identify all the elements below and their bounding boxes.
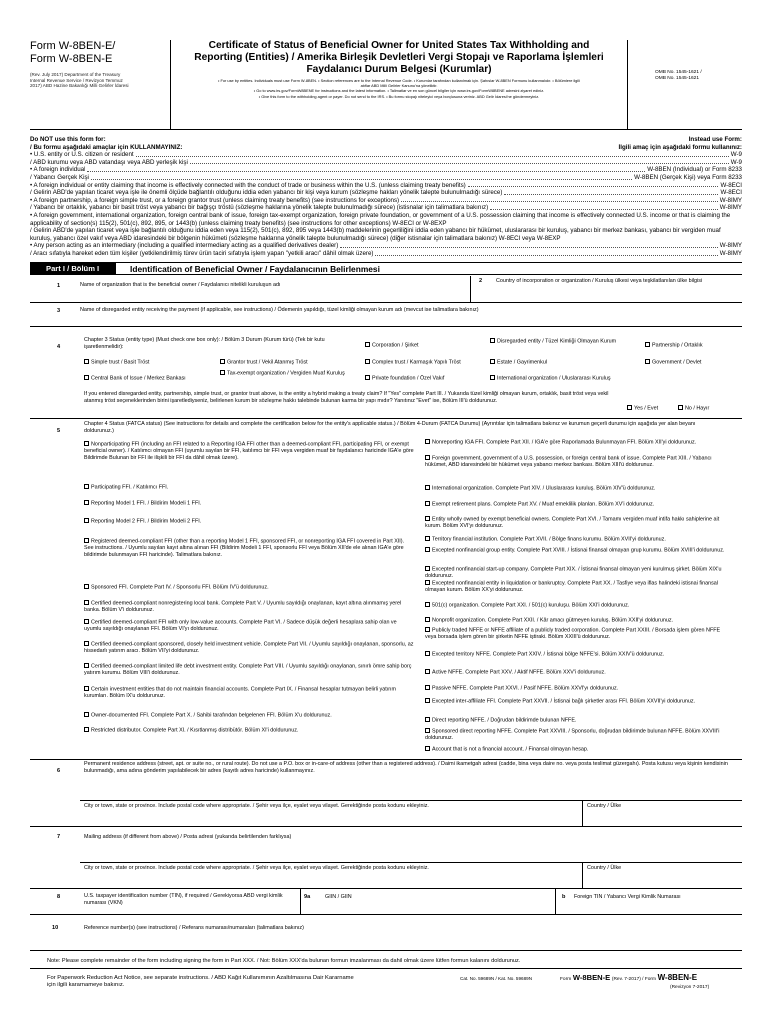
line-4-label: Chapter 3 Status (entity type) (Must check one box only): / Bölüm 3 Durum (Kurum türü) (Tek bir kutu işaretlenmelidir): (84, 337, 325, 350)
checkbox-icon[interactable] (425, 602, 430, 607)
line-3-label[interactable]: Name of disregarded entity receiving the payment (if applicable, see instructions) / Ödemenin yapıldığı, tüzel kimliği olmayan kurum adı (mevcut ise talimatlara bakınız) (80, 307, 479, 313)
footer-revision: (Revizyon 7-2017) (670, 985, 710, 990)
chapter4-right-option-label: Territory financial institution. Complete Part XVII. / Bölge finans kurumu. Bölüm XVII'yi doldurunuz. (432, 536, 666, 543)
checkbox-grantor-trust[interactable]: Grantor trust / Vekil Atanmış Tröst (220, 359, 308, 366)
do-not-use-heading: Do NOT use this form for: (30, 136, 106, 143)
line-2-number: 2 (479, 278, 483, 284)
checkbox-icon[interactable] (84, 441, 89, 446)
chapter4-left-option-6[interactable] (84, 584, 414, 591)
checkbox-icon[interactable] (84, 712, 89, 717)
form-name: Form W-8BEN-E/ (30, 40, 116, 52)
chapter4-left-option-label: Reporting Model 1 FFI. / Bildirim Modeli 1 FFI. (91, 500, 202, 507)
us-tin-field[interactable]: U.S. taxpayer identification number (TIN), if required / Gerekiyorsa ABD vergi kimlik numarası (VKN) (84, 893, 283, 906)
chapter4-right-option-4[interactable] (425, 501, 730, 508)
foreign-tin-field[interactable]: Foreign TIN / Yabancı Vergi Kimlik Numarası (574, 894, 681, 900)
form-name-alt: Form W-8BEN-E (30, 53, 113, 65)
checkbox-icon[interactable] (425, 746, 430, 751)
checkbox-icon[interactable] (84, 500, 89, 505)
chapter4-right-option-8[interactable] (425, 566, 730, 580)
header-notes: • For use by entities. Individuals must use Form W-8BEN. • Section references are to the Internal Revenue Code. • Kurumlar tarafından kullanılmak için. Şahıslar W-8BEN Formunu kullanmalıdır. • Bölümlere ilgili atıflar ABD Milli Gelirler Kanunu'na yöneliktir. • Go to www.irs.gov/FormW8BENE for instructions and the latest information. • Talimatlar ve en son güncel bilgiler için www.irs.gov/FormW8BENE adresini ziyaret ediniz. • Give this form to the withholding agent or payer. Do not send to the IRS. • Bu formu stopajı niteleyici veya borçlusuna veriniz. ABD Gelir İdaresi'ne göndermeyiniz. (218, 78, 580, 99)
reference-number-field[interactable]: Reference number(s) (see instructions) / Referans numarası/numaraları (talimatlara bakınız) (84, 925, 304, 931)
chapter4-right-option-9[interactable] (425, 580, 730, 594)
catalog-number: Cat. No. 59689N / Kat. No. 59689N (460, 976, 533, 981)
checkbox-icon[interactable] (425, 717, 430, 722)
chapter4-left-option-10[interactable] (84, 663, 414, 677)
checkbox-disregarded-entity[interactable]: Disregarded entity / Tüzel Kimliği Olmayan Kurum (490, 338, 620, 345)
chapter4-left-option-label: Certified deemed-compliant limited life debt investment entity. Complete Part VIII. / Uyumlu sayıldığı onaylanan, sınırlı ömre sahip borç yatırım kurumu. Bölüm VIII'i doldurunuz. (84, 663, 412, 677)
chapter4-left-option-label: Certain investment entities that do not maintain financial accounts. Complete Part IX. / Finansal hesaplar tutmayan belirli yatırım kurumları. Bölüm IX'u doldurunuz. (84, 686, 397, 700)
chapter4-right-option-label: Excepted territory NFFE. Complete Part XXIV. / İstisnai bölge NFFE'si. Bölüm XXIV'ü doldurunuz. (432, 651, 665, 658)
chapter4-left-option-label: Certified deemed-compliant sponsored, closely held investment vehicle. Complete Part VII. / Uyumlu sayıldığı onaylanan, sponsorlu, az hissedarlı yatırım aracı. Bölüm VII'yi doldurunuz. (84, 641, 414, 655)
checkbox-icon[interactable] (425, 439, 430, 444)
chapter4-right-option-19[interactable] (425, 746, 730, 753)
chapter4-left-option-3[interactable] (84, 500, 414, 507)
revision-info: (Rev. July 2017) Department of the Treasury Internal Revenue Service / Revizyon Temmuz 2017) ABD Hazine Bakanlığı Milli Gelirler İdaresi (30, 72, 129, 89)
hybrid-question: If you entered disregarded entity, partnership, simple trust, or grantor trust above, is the entity a hybrid making a treaty claim? If "Yes" complete Part III. / Yukarıda tüzel kimliği olmayan kurum, ortaklık, basit tröst veya vekil atanmış tröst seçeneklerinden birini işaretlediyseniz, belirlenen kurum bir sözleşme hakkı talebinde bulunan karma bir yapı mıdır? Yanıtınız "Evet" ise, Bölüm III'ü doldurunuz. (84, 391, 609, 404)
chapter4-right-option-label: Direct reporting NFFE. / Doğrudan bildirimde bulunan NFFE. (432, 717, 577, 724)
line-8-number: 8 (57, 894, 61, 900)
chapter4-right-option-14[interactable] (425, 669, 730, 676)
chapter4-left-option-12[interactable] (84, 712, 414, 719)
checkbox-icon[interactable] (425, 536, 430, 541)
chapter4-right-option-15[interactable] (425, 685, 730, 692)
do-not-use-section: Do NOT use this form for: Instead use Form: / Bu formu aşağıdaki amaçlar için KULLANMAYINIZ: İlgili amaç için aşağıdaki formu kullanınız: • U.S. entity or U.S. citizen or resident W-9 / ABD kurumu veya ABD vatandaşı veya ABD yerleşik kişi W-9 • A foreign individual W-8BEN (Individual) or Form 8233 / Yabancı Gerçek Kişi W-8BEN (Gerçek Kişi) veya Form 8233 • A foreign individual or entity claiming that income is effectively connected with the conduct of trade or business within the U.S. (unless claiming treaty benefits) W-8ECI / Gelirin ABD'de yapılan ticaret veya işle ile önemli ölçüde bağlantılı olduğunu iddia eden yabancı bir kişi veya kurum (sözleşme hakları yönelik talepte bulunulmadığı sürece) W-8ECI • A foreign partnership, a foreign simple trust, or a foreign grantor trust (unless claiming treaty benefits) (see instructions for exceptions) W-8IMY / Yabancı bir ortaklık, yabancı bir basit tröst veya yabancı bir bağışçı tröstü (sözleşme haklarına yönelik talepte bulunulmadığı sürece) (istisnalar için talimatlara bakınız) W-8IMY • A foreign government, international organization, foreign central bank of issue, foreign tax-exempt organization, foreign private foundation, or government of a U.S. possession claiming that income is effectively connected U.S. income or that is claiming the applicability of section(s) 115(2), 501(c), 892, 895, or 1443(b) (unless claiming treaty benefits) (see instructions for other exceptions) W-8ECI or W-8EXP / Gelirin ABD'de yapılan ticaret veya işle bağlantılı olduğunu iddia eden veya 115(2), 501(c), 892, 895 veya 1443(b) maddelerinin geçerliliğini iddia eden yabancı bir hükümet, uluslararası bir kuruluş, yabancı bir merkez bankası, yabancı bir vergiden muaf kuruluş, yabancı özel vakıf veya ABD idaresindeki bir bölgenin hükümeti (sözleşme haklarına yönelik talepte bulunulmadığı sürece) (diğer istisnalar için talimatlara bakınız) W-8ECI veya W-8EXP • Any person acting as an intermediary (including a qualified intermediary acting as a qualified derivatives dealer) W-8IMY / Aracı sıfatıyla hareket eden tüm kişiler (yetkilendirilmiş türev ürün taciri sıfatıyla işlem yapan "yetkili aracı" dâhil olmak üzere) W-8IMY (30, 136, 742, 257)
checkbox-icon[interactable] (425, 501, 430, 506)
chapter4-left-option-label: Nonparticipating FFI (including an FFI related to a Reporting IGA FFI other than a deemed-compliant FFI, participating FFI, or exempt beneficial owner). / Katılımcı olmayan FFI (uyumlu sayılan bir FFI, katılımcı bir FFI veya vergiden muaf bir faydalanıcı haricinde IGA'e göre Bildirimde Bulunan bir FFI ile ilişkili bir FFI da dâhil olmak üzere). (84, 441, 414, 461)
chapter4-left-option-label: Restricted distributor. Complete Part XI. / Kısıtlanmış distribütör. Bölüm XI'i doldurunuz. (91, 727, 299, 734)
chapter4-right-option-label: Entity wholly owned by exempt beneficial owners. Complete Part XVI. / Tamamı vergiden muaf intifa hakkı sahiplerine ait kurum. Bölüm XVI'yı doldurunuz. (425, 516, 720, 530)
checkbox-icon[interactable] (425, 516, 430, 521)
part-1-title: Identification of Beneficial Owner / Faydalanıcının Belirlenmesi (130, 264, 380, 274)
chapter4-right-option-3[interactable] (425, 485, 730, 492)
form-id-block (30, 40, 165, 130)
checkbox-simple-trust[interactable]: Simple trust / Basit Tröst (84, 359, 149, 366)
form-title-line-2: Reporting (Entities) / Amerika Birleşik Devletleri Vergi Stopajı ve Raporlama İşlemleri (194, 52, 604, 63)
form-title: Certificate of Status of Beneficial Owner for United States Tax Withholding and (208, 40, 590, 51)
line-5-label: Chapter 4 Status (FATCA status) (See instructions for details and complete the certification below for the entity's applicable status.) / Bölüm 4-Durum (FATCA Durumu) (Ayrıntılar için talimatlara bakınız ve kurumun geçerli durumu için aşağıda yer alan beyanı doldurunuz.) (84, 421, 696, 434)
chapter4-right-option-label: Publicly traded NFFE or NFFE affiliate of a publicly traded corporation. Complete Part XXIII. / Borsada işlem gören NFFE veya borsada işlem gören bir şirketin NFFE iştiraki. Bölüm XXIII'ü doldurunuz. (425, 627, 721, 641)
checkbox-icon[interactable] (84, 584, 89, 589)
chapter4-right-option-label: Account that is not a financial account. / Finansal olmayan hesap. (432, 746, 589, 753)
chapter4-right-option-10[interactable] (425, 602, 730, 609)
chapter4-right-option-label: Foreign government, government of a U.S. possession, or foreign central bank of issue. Complete Part XIII. / Yabancı hükümet, ABD idaresindeki bir hükümet veya yabancı merkez bankası. Bölüm XIII'ü doldurunuz. (425, 455, 712, 469)
chapter4-left-option-9[interactable] (84, 641, 414, 655)
chapter4-left-option-label: Participating FFI. / Katılımcı FFI. (91, 484, 169, 491)
country-label[interactable]: Country / Ülke (587, 803, 622, 809)
checkbox-icon[interactable] (84, 600, 89, 605)
checkbox-icon[interactable] (425, 669, 430, 674)
chapter4-left-option-8[interactable] (84, 619, 414, 633)
checkbox-icon[interactable] (425, 580, 430, 585)
chapter4-left-option-2[interactable] (84, 484, 414, 491)
chapter4-right-option-label: Passive NFFE. Complete Part XXVI. / Pasif NFFE. Bölüm XXVI'yı doldurunuz. (432, 685, 619, 692)
line-3-number: 3 (57, 308, 61, 314)
checkbox-icon[interactable] (425, 651, 430, 656)
chapter4-right-option-1[interactable] (425, 439, 730, 446)
chapter4-right-option-2[interactable] (425, 455, 730, 469)
chapter4-left-option-label: Reporting Model 2 FFI. / Bildirim Modeli 2 FFI. (91, 518, 202, 525)
line-6-number: 6 (57, 768, 61, 774)
checkbox-icon[interactable] (425, 685, 430, 690)
checkbox-icon[interactable] (84, 619, 89, 624)
checkbox-icon[interactable] (425, 728, 430, 733)
chapter4-right-option-17[interactable] (425, 717, 730, 724)
chapter4-right-option-label: Exempt retirement plans. Complete Part XV. / Muaf emeklilik planları. Bölüm XV'i doldurunuz. (432, 501, 655, 508)
checkbox-tax-exempt[interactable]: Tax-exempt organization / Vergiden Muaf Kuruluş (220, 370, 360, 377)
chapter4-right-option-16[interactable] (425, 698, 730, 705)
chapter4-right-option-11[interactable] (425, 617, 730, 624)
chapter4-right-option-7[interactable] (425, 547, 730, 554)
checkbox-icon[interactable] (84, 641, 89, 646)
checkbox-icon[interactable] (84, 518, 89, 523)
chapter4-right-option-5[interactable] (425, 516, 730, 530)
chapter4-right-option-label: Nonreporting IGA FFI. Complete Part XII. / IGA'e göre Raporlamada Bulunmayan FFI. Bölüm XII'yi doldurunuz. (432, 439, 697, 446)
line-7-label[interactable]: Mailing address (if different from above) / Posta adresi (yukarıda belirtilenden farklıysa) (84, 834, 292, 840)
checkbox-icon[interactable] (84, 663, 89, 668)
checkbox-icon[interactable] (425, 485, 430, 490)
chapter4-right-option-label: Active NFFE. Complete Part XXV. / Aktif NFFE. Bölüm XXV'i doldurunuz. (432, 669, 606, 676)
chapter4-left-option-label: Registered deemed-compliant FFI (other than a reporting Model 1 FFI, sponsored FFI, or nonreporting IGA FFI covered in Part XII). See instructions. / Uyumlu sayılan kayıt altına alınan FFI (Bildirim Modeli 1 FFI, sponsorlu FFI veya Bölüm XII'de ele alınan IGA'e göre bildirimde bulunmayan FFI haricinde). Talimatlara bakınız. (84, 538, 405, 558)
part-1-bar (30, 262, 742, 275)
checkbox-complex-trust[interactable]: Complex trust / Karmaşık Yapılı Tröst (365, 359, 461, 366)
checkbox-corporation[interactable]: Corporation / Şirket (365, 342, 418, 349)
city-state-label[interactable]: City or town, state or province. Include postal code where appropriate. / Şehir veya ilçe, eyalet veya vilayet. Gerektiğinde posta kodunu ekleyiniz. (84, 803, 429, 809)
instead-use-heading: Instead use Form: (688, 136, 742, 143)
mailing-city-state-label[interactable]: City or town, state or province. Include postal code where appropriate. / Şehir veya ilçe, eyalet veya vilayet. Gerektiğinde posta kodunu ekleyiniz. (84, 865, 429, 871)
chapter4-right-option-label: Excepted inter-affiliate FFI. Complete Part XXVII. / İstisnai bağlı şirketler arası FFI. Bölüm XXVII'yi doldurunuz. (432, 698, 696, 705)
chapter4-right-option-label: International organization. Complete Part XIV. / Uluslararası kuruluş. Bölüm XIV'ü doldurunuz. (432, 485, 656, 492)
checkbox-icon[interactable] (84, 538, 89, 543)
chapter4-left-option-label: Sponsored FFI. Complete Part IV. / Sponsorlu FFI. Bölüm IV'ü doldurunuz. (91, 584, 269, 591)
chapter4-left-option-13[interactable] (84, 727, 414, 734)
chapter4-right-option-13[interactable] (425, 651, 730, 658)
line-9b-number: b (562, 894, 566, 900)
checkbox-estate[interactable]: Estate / Gayrimenkul (490, 359, 547, 366)
part-1-label: Part I / Bölüm I (30, 263, 116, 275)
checkbox-icon[interactable] (425, 617, 430, 622)
checkbox-icon[interactable] (84, 686, 89, 691)
form-subtitle: Faydalanıcı Durum Belgesi (Kurumlar) (306, 64, 492, 75)
checkbox-icon[interactable] (425, 627, 430, 632)
omb-number: OMB No. 1545-1621 / OMB No. 1545-1621 (655, 70, 702, 81)
line-6-label[interactable]: Permanent residence address (street, apt. or suite no., or rural route). Do not use a P.O. box or in-care-of address (other than a registered address). / Daimi ikametgah adresi (cadde, bina veya daire no. veya posta teslimat güzergahı). Posta kutusu veya kişinin kendisinin bulunmadığı, ama adına gönderim yapılabilecek bir adres (kayıtlı adres haricinde) kullanmayınız. (84, 761, 728, 774)
checkbox-partnership[interactable]: Partnership / Ortaklık (645, 342, 703, 349)
checkbox-private-foundation[interactable]: Private foundation / Özel Vakıf (365, 375, 444, 382)
line-9a-number: 9a (304, 894, 311, 900)
chapter4-left-option-label: Certified deemed-compliant FFI with only low-value accounts. Complete Part VI. / Sadece düşük değerli hesaplara sahip olan ve uyumlu sayıldığı onaylanan FFI. Bölüm VI'yı doldurunuz. (84, 619, 397, 633)
checkbox-international-org[interactable]: International organization / Uluslararası Kuruluş (490, 375, 611, 382)
chapter4-right-option-label: Nonprofit organization. Complete Part XXII. / Kâr amacı gütmeyen kuruluş. Bölüm XXII'yi doldurunuz. (432, 617, 674, 624)
footer-form-id: Form W-8BEN-E (Rev. 7-2017) / Form W-8BEN-E (560, 973, 698, 982)
mailing-country-label[interactable]: Country / Ülke (587, 865, 622, 871)
checkbox-yes[interactable]: Yes / Evet (627, 405, 658, 412)
chapter4-right-option-label: Excepted nonfinancial group entity. Complete Part XVIII. / İstisnai finansal olmayan grup kurumu. Bölüm XVIII'i doldurunuz. (432, 547, 725, 554)
line-1-label: Name of organization that is the beneficial owner / Faydalanıcı nitelikli kuruluşun adı (80, 282, 281, 288)
line-2-label[interactable]: Country of incorporation or organization / Kuruluş ülkesi veya teşkilatlanılan ülke bilgisi (496, 278, 703, 284)
line-4-number: 4 (57, 344, 61, 350)
checkbox-icon[interactable] (84, 727, 89, 732)
chapter4-right-option-label: Excepted nonfinancial entity in liquidation or bankruptcy. Complete Part XX. / Tasfiye veya iflas halindeki istisnai finansal olmayan kurum. Bölüm XX'yi doldurunuz. (425, 580, 718, 594)
line-7-number: 7 (57, 834, 61, 840)
line-10-number: 10 (52, 925, 59, 931)
chapter4-right-option-label: 501(c) organization. Complete Part XXI. / 501(c) kuruluşu. Bölüm XXI'i doldurunuz. (432, 602, 630, 609)
checkbox-icon[interactable] (425, 547, 430, 552)
checkbox-icon[interactable] (425, 455, 430, 460)
checkbox-central-bank[interactable]: Central Bank of Issue / Merkez Bankası (84, 375, 186, 382)
chapter4-left-option-label: Owner-documented FFI. Complete Part X. / Sahibi tarafından belgelenen FFI. Bölüm X'u doldurunuz. (91, 712, 332, 719)
checkbox-icon[interactable] (425, 566, 430, 571)
chapter4-right-option-label: Sponsored direct reporting NFFE. Complete Part XXVIII. / Sponsorlu, doğrudan bildirimde bulunan NFFE. Bölüm XXVIII'i doldurunuz. (425, 728, 720, 742)
chapter4-left-option-5[interactable] (84, 538, 414, 558)
chapter4-left-option-label: Certified deemed-compliant nonregistering local bank. Complete Part V. / Uyumlu sayıldığı onaylanan, kayıt altına alınmamış yerel banka. Bölüm V'i doldurunuz. (84, 600, 402, 614)
chapter4-right-option-label: Excepted nonfinancial start-up company. Complete Part XIX. / İstisnai finansal olmayan yeni kurulmuş şirket. Bölüm XIX'u doldurunuz. (425, 566, 722, 580)
chapter4-right-option-18[interactable] (425, 728, 730, 742)
line-1-number: 1 (57, 283, 61, 289)
chapter4-left-option-1[interactable] (84, 441, 414, 461)
form-title-block (175, 40, 623, 99)
checkbox-no[interactable]: No / Hayır (678, 405, 709, 412)
chapter4-left-option-11[interactable] (84, 686, 414, 700)
chapter4-right-option-12[interactable] (425, 627, 730, 641)
chapter4-left-option-4[interactable] (84, 518, 414, 525)
checkbox-icon[interactable] (84, 484, 89, 489)
line-5-number: 5 (57, 428, 61, 434)
chapter4-right-option-6[interactable] (425, 536, 730, 543)
completion-note: Note: Please complete remainder of the form including signing the form in Part XXX. / Not: Bölüm XXX'da bulunan formun imzalanması da dahil olmak üzere lütfen formun kalanını doldurunuz. (47, 958, 521, 964)
chapter4-left-option-7[interactable] (84, 600, 414, 614)
giin-field[interactable]: GIIN / GIIN (325, 894, 352, 900)
form-header (30, 40, 742, 130)
checkbox-government[interactable]: Government / Devlet (645, 359, 701, 366)
paperwork-notice: For Paperwork Reduction Act Notice, see separate instructions. / ABD Kağıt Kullanımının Azaltılmasına Dair Kararname için ilgili kararnameye bakınız. (47, 975, 354, 988)
checkbox-icon[interactable] (425, 698, 430, 703)
